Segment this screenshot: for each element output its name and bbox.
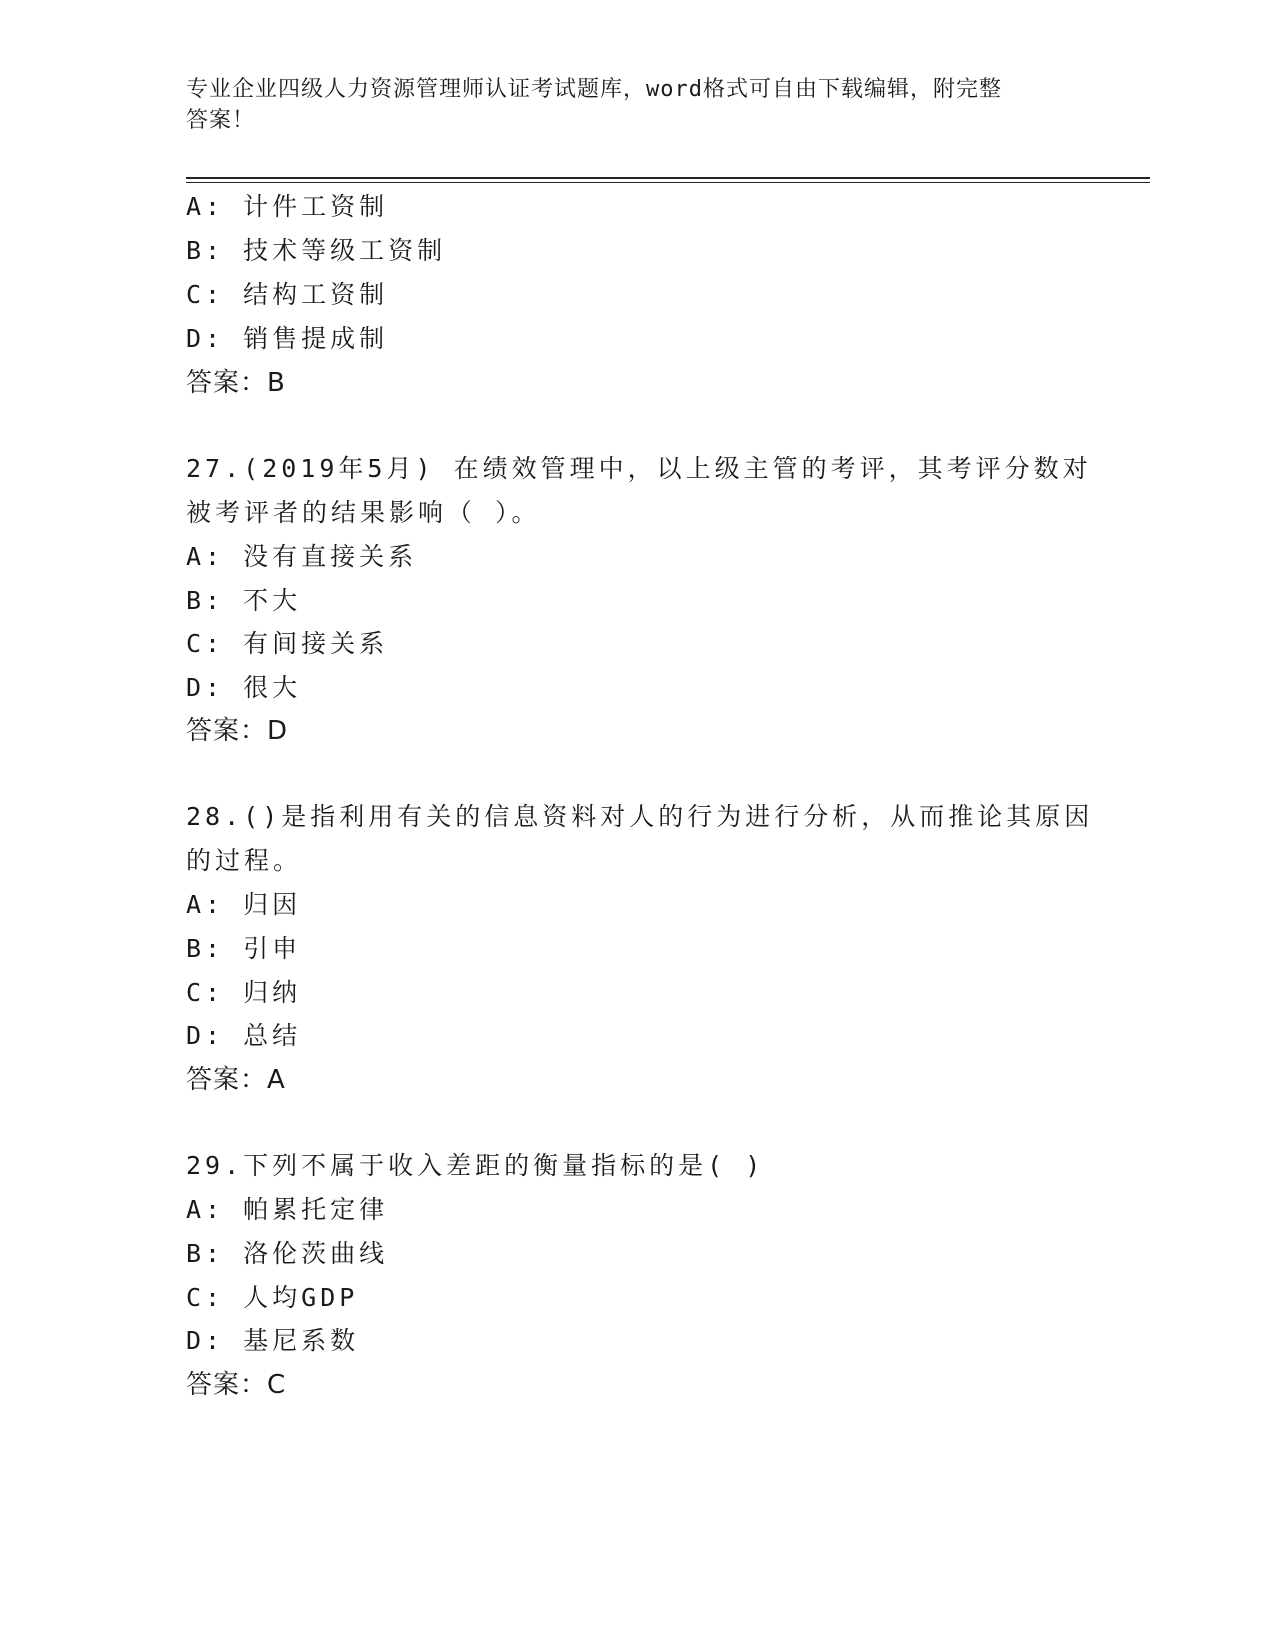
- q26-option-a: A: 计件工资制: [186, 192, 389, 221]
- document-header: [186, 74, 1086, 136]
- q26-option-b: B: 技术等级工资制: [186, 236, 447, 265]
- q28-stem-line-2: 的过程。: [186, 846, 303, 875]
- q27-option-b: B: 不大: [186, 586, 302, 615]
- q28-option-a: A: 归因: [186, 890, 302, 919]
- q27-option-d: D: 很大: [186, 673, 302, 702]
- q26-answer: 答案：B: [186, 368, 286, 398]
- q27-stem-line-2: 被考评者的结果影响（ ）。: [186, 498, 541, 527]
- header-line-2: 答案！: [186, 108, 256, 133]
- q26-option-d: D: 销售提成制: [186, 324, 389, 353]
- q29-answer: 答案：C: [186, 1370, 287, 1400]
- q28-option-c: C: 归纳: [186, 978, 302, 1007]
- header-divider-thick: [186, 177, 1150, 179]
- q27-stem-line-1: 27.(2019年5月) 在绩效管理中，以上级主管的考评，其考评分数对: [186, 454, 1092, 483]
- q26-option-c: C: 结构工资制: [186, 280, 389, 309]
- header-line-1: 专业企业四级人力资源管理师认证考试题库，word格式可自由下载编辑，附完整: [186, 77, 1002, 102]
- q29-option-a: A: 帕累托定律: [186, 1195, 389, 1224]
- q29-option-d: D: 基尼系数: [186, 1326, 360, 1355]
- q27-answer: 答案：D: [186, 716, 289, 746]
- q29-stem-line-1: 29.下列不属于收入差距的衡量指标的是( ): [186, 1151, 765, 1180]
- q28-stem-line-1: 28.()是指利用有关的信息资料对人的行为进行分析，从而推论其原因: [186, 802, 1094, 831]
- q28-option-b: B: 引申: [186, 934, 302, 963]
- q28-answer: 答案：A: [186, 1065, 286, 1095]
- q28-option-d: D: 总结: [186, 1021, 302, 1050]
- header-divider-thin: [186, 182, 1150, 183]
- q29-option-b: B: 洛伦茨曲线: [186, 1239, 389, 1268]
- q27-option-a: A: 没有直接关系: [186, 542, 418, 571]
- q27-option-c: C: 有间接关系: [186, 629, 389, 658]
- q29-option-c: C: 人均GDP: [186, 1283, 359, 1312]
